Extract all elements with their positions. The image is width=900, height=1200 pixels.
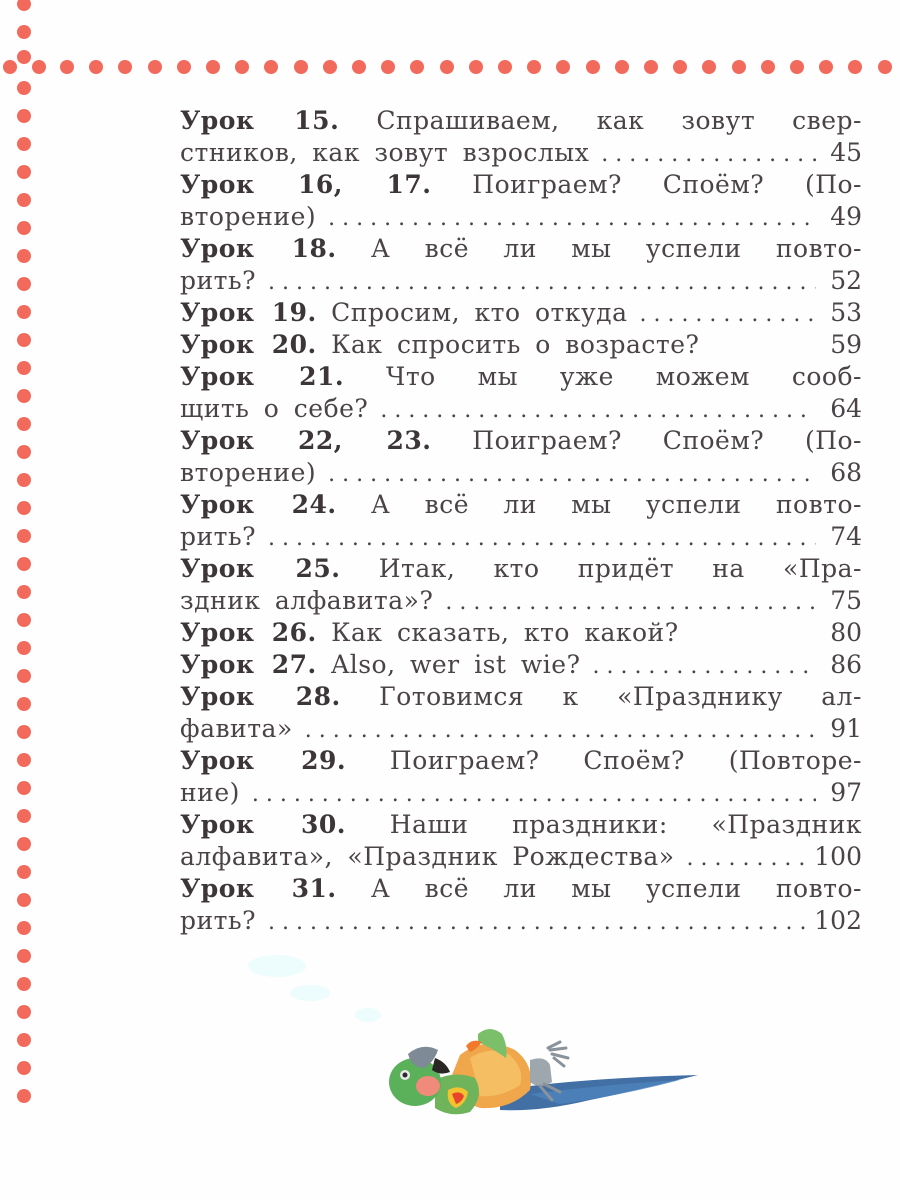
splotch (290, 985, 330, 1001)
toc-title-text (180, 809, 862, 841)
page-number[interactable]: 74 (830, 522, 862, 551)
border-dot (17, 921, 31, 935)
toc-title-text (180, 457, 316, 489)
page-number[interactable]: 53 (830, 298, 862, 327)
border-dot (17, 305, 31, 319)
border-dot (17, 1033, 31, 1047)
toc-entry[interactable] (180, 649, 862, 681)
toc-title-text (180, 169, 862, 201)
toc-title-text (180, 265, 256, 297)
toc-entry[interactable] (180, 809, 862, 873)
lesson-number: Урок 24. (180, 490, 337, 519)
title-fragment: Also, wer ist wie? (331, 650, 581, 679)
border-dot (235, 60, 249, 74)
toc-title-text (180, 649, 580, 681)
lesson-number: Урок 19. (180, 298, 317, 327)
border-dot (761, 60, 775, 74)
lesson-number: Урок 28. (180, 682, 341, 711)
border-dot (17, 1005, 31, 1019)
title-fragment: Итак, кто придёт на «Пра- (378, 554, 862, 583)
toc-title-text (180, 841, 675, 873)
page-number[interactable]: 59 (830, 330, 862, 359)
title-fragment: Спросим, кто откуда (331, 298, 628, 327)
border-dot (17, 977, 31, 991)
border-dot (790, 60, 804, 74)
border-dot (60, 60, 74, 74)
border-dot (17, 165, 31, 179)
dot-leader (445, 587, 816, 619)
lesson-number: Урок 22, 23. (180, 426, 432, 455)
border-dot (17, 50, 31, 64)
lesson-number: Урок 27. (180, 650, 317, 679)
title-fragment: Готовимся к «Празднику ал- (379, 682, 862, 711)
toc-entry[interactable] (180, 361, 862, 425)
dot-leader (268, 523, 816, 555)
border-dot (878, 60, 892, 74)
dot-leader (687, 843, 809, 875)
page-number[interactable]: 86 (830, 650, 862, 679)
border-dot (294, 60, 308, 74)
dot-leader (328, 203, 816, 235)
toc-title-text (180, 233, 862, 265)
border-dot (17, 501, 31, 515)
dot-leader (328, 459, 816, 491)
border-dot (17, 249, 31, 263)
dot-leader (639, 299, 816, 331)
page-number[interactable]: 97 (830, 778, 862, 807)
toc-line (180, 489, 862, 521)
title-fragment: рить? (180, 266, 257, 295)
page-number[interactable]: 102 (814, 906, 862, 935)
border-dot (17, 753, 31, 767)
toc-entry[interactable] (180, 681, 862, 745)
border-dot (527, 60, 541, 74)
border-dot (556, 60, 570, 74)
page-number[interactable]: 52 (830, 266, 862, 295)
page-number[interactable]: 68 (830, 458, 862, 487)
toc-entry[interactable] (180, 489, 862, 553)
toc-line (180, 457, 862, 489)
toc-line (180, 201, 862, 233)
border-dot (732, 60, 746, 74)
title-fragment: Что мы уже можем сооб- (386, 362, 862, 391)
border-dot (3, 60, 17, 74)
toc-entry[interactable] (180, 553, 862, 617)
border-dot (498, 60, 512, 74)
toc-line (180, 745, 862, 777)
border-dot (17, 725, 31, 739)
toc-title-text (180, 585, 433, 617)
table-of-contents (180, 105, 862, 937)
toc-line (180, 649, 862, 681)
toc-title-text (180, 361, 862, 393)
title-fragment: Наши праздники: «Праздник (389, 810, 862, 839)
toc-title-text (180, 777, 240, 809)
splotch (248, 955, 306, 977)
border-dot (17, 557, 31, 571)
border-dot (264, 60, 278, 74)
toc-line (180, 681, 862, 713)
toc-line (180, 713, 862, 745)
border-dot (17, 641, 31, 655)
border-dot (17, 865, 31, 879)
toc-title-text (180, 681, 862, 713)
toc-title-text (180, 713, 293, 745)
title-fragment: фавита» (180, 714, 293, 743)
title-fragment: Поиграем? Споём? (По- (472, 170, 862, 199)
title-fragment: здник алфавита»? (180, 586, 434, 615)
lesson-number: Урок 31. (180, 874, 337, 903)
border-dot (17, 1061, 31, 1075)
title-fragment: Как сказать, кто какой? (331, 618, 679, 647)
toc-entry[interactable] (180, 745, 862, 809)
border-dot (17, 585, 31, 599)
toc-entry[interactable] (180, 233, 862, 297)
border-dot (17, 389, 31, 403)
border-dot (17, 697, 31, 711)
toc-line (180, 521, 862, 553)
border-dot (17, 277, 31, 291)
toc-title-text (180, 297, 627, 329)
toc-line (180, 585, 862, 617)
toc-entry[interactable] (180, 297, 862, 329)
toc-line (180, 105, 862, 137)
toc-entry[interactable] (180, 169, 862, 233)
dot-leader (305, 715, 816, 747)
lesson-number: Урок 30. (180, 810, 346, 839)
toc-line (180, 617, 862, 649)
toc-line (180, 137, 862, 169)
title-fragment: А всё ли мы успели повто- (370, 874, 863, 903)
toc-entry[interactable] (180, 105, 862, 169)
toc-entry[interactable] (180, 425, 862, 489)
title-fragment: Спрашиваем, как зовут свер- (376, 106, 863, 135)
page-number[interactable]: 75 (830, 586, 862, 615)
toc-title-text (180, 873, 862, 905)
toc-title-text (180, 425, 862, 457)
toc-line (180, 425, 862, 457)
border-dot (17, 417, 31, 431)
toc-line (180, 809, 862, 841)
border-dot (702, 60, 716, 74)
border-dot (17, 669, 31, 683)
toc-title-text (180, 201, 316, 233)
page-number[interactable]: 80 (830, 618, 862, 647)
border-dot (440, 60, 454, 74)
lesson-number: Урок 26. (180, 618, 317, 647)
toc-title-text (180, 137, 589, 169)
toc-title-text (180, 617, 679, 649)
lesson-number: Урок 15. (180, 106, 340, 135)
border-dot (17, 445, 31, 459)
border-dot (17, 0, 31, 11)
border-dot (206, 60, 220, 74)
toc-entry[interactable] (180, 617, 862, 649)
toc-entry[interactable] (180, 329, 862, 361)
toc-line (180, 329, 862, 361)
page-number[interactable]: 91 (830, 714, 862, 743)
border-dot (148, 60, 162, 74)
toc-line (180, 169, 862, 201)
page-number[interactable]: 64 (830, 394, 862, 423)
dot-leader (601, 139, 816, 171)
border-dot (848, 60, 862, 74)
dot-leader (268, 907, 808, 939)
border-dot (17, 473, 31, 487)
border-dot (586, 60, 600, 74)
border-dot (17, 1089, 31, 1103)
border-dot (118, 60, 132, 74)
toc-title-text (180, 489, 862, 521)
page-number[interactable]: 49 (830, 202, 862, 231)
border-dot (17, 529, 31, 543)
dot-leader (380, 395, 816, 427)
border-dot (17, 137, 31, 151)
lesson-number: Урок 29. (180, 746, 347, 775)
border-dot (644, 60, 658, 74)
page-number[interactable]: 45 (830, 138, 862, 167)
border-dot (615, 60, 629, 74)
splotch (355, 1008, 381, 1022)
toc-line (180, 393, 862, 425)
border-dot (17, 81, 31, 95)
toc-line (180, 553, 862, 585)
lesson-number: Урок 18. (180, 234, 337, 263)
lesson-number: Урок 21. (180, 362, 345, 391)
border-dot (17, 221, 31, 235)
title-fragment: алфавита», «Праздник Рождества» (180, 842, 675, 871)
toc-entry[interactable] (180, 873, 862, 937)
page-number[interactable]: 100 (814, 842, 862, 871)
border-dot (17, 109, 31, 123)
parrot-feet (530, 1058, 552, 1086)
border-dot (17, 613, 31, 627)
toc-title-text (180, 329, 699, 361)
lesson-number: Урок 16, 17. (180, 170, 432, 199)
border-dot (673, 60, 687, 74)
toc-line (180, 297, 862, 329)
title-fragment: вторение) (180, 458, 317, 487)
lesson-number: Урок 20. (180, 330, 317, 359)
title-fragment: Поиграем? Споём? (По- (472, 426, 862, 455)
border-dot (177, 60, 191, 74)
title-fragment: А всё ли мы успели повто- (370, 490, 863, 519)
border-dot (17, 837, 31, 851)
toc-title-text (180, 393, 368, 425)
border-dot (89, 60, 103, 74)
title-fragment: рить? (180, 906, 257, 935)
toc-title-text (180, 553, 862, 585)
border-dot (410, 60, 424, 74)
border-dot (17, 809, 31, 823)
border-dot (17, 361, 31, 375)
toc-line (180, 841, 862, 873)
border-dot (819, 60, 833, 74)
border-dot (469, 60, 483, 74)
toc-title-text (180, 521, 256, 553)
toc-title-text (180, 905, 256, 937)
toc-line (180, 873, 862, 905)
toc-line (180, 361, 862, 393)
toc-title-text (180, 105, 862, 137)
toc-line (180, 265, 862, 297)
border-dot (381, 60, 395, 74)
dot-leader (268, 267, 816, 299)
border-dot (17, 193, 31, 207)
title-fragment: вторение) (180, 202, 317, 231)
title-fragment: щить о себе? (180, 394, 369, 423)
dot-leader (252, 779, 816, 811)
border-dot (17, 333, 31, 347)
title-fragment: рить? (180, 522, 257, 551)
title-fragment: стников, как зовут взрослых (180, 138, 590, 167)
border-dot (17, 893, 31, 907)
title-fragment: А всё ли мы успели повто- (370, 234, 863, 263)
border-dot (17, 25, 31, 39)
toc-title-text (180, 745, 862, 777)
title-fragment: Поиграем? Споём? (Повторе- (389, 746, 863, 775)
parrot-illustration (380, 1020, 710, 1120)
dot-leader (592, 651, 816, 683)
title-fragment: ние) (180, 778, 240, 807)
title-fragment: Как спросить о возрасте? (331, 330, 700, 359)
border-dot (323, 60, 337, 74)
toc-line (180, 233, 862, 265)
lesson-number: Урок 25. (180, 554, 341, 583)
border-dot (352, 60, 366, 74)
toc-line (180, 905, 862, 937)
toc-line (180, 777, 862, 809)
border-dot (32, 60, 46, 74)
border-dot (17, 949, 31, 963)
border-dot (17, 781, 31, 795)
